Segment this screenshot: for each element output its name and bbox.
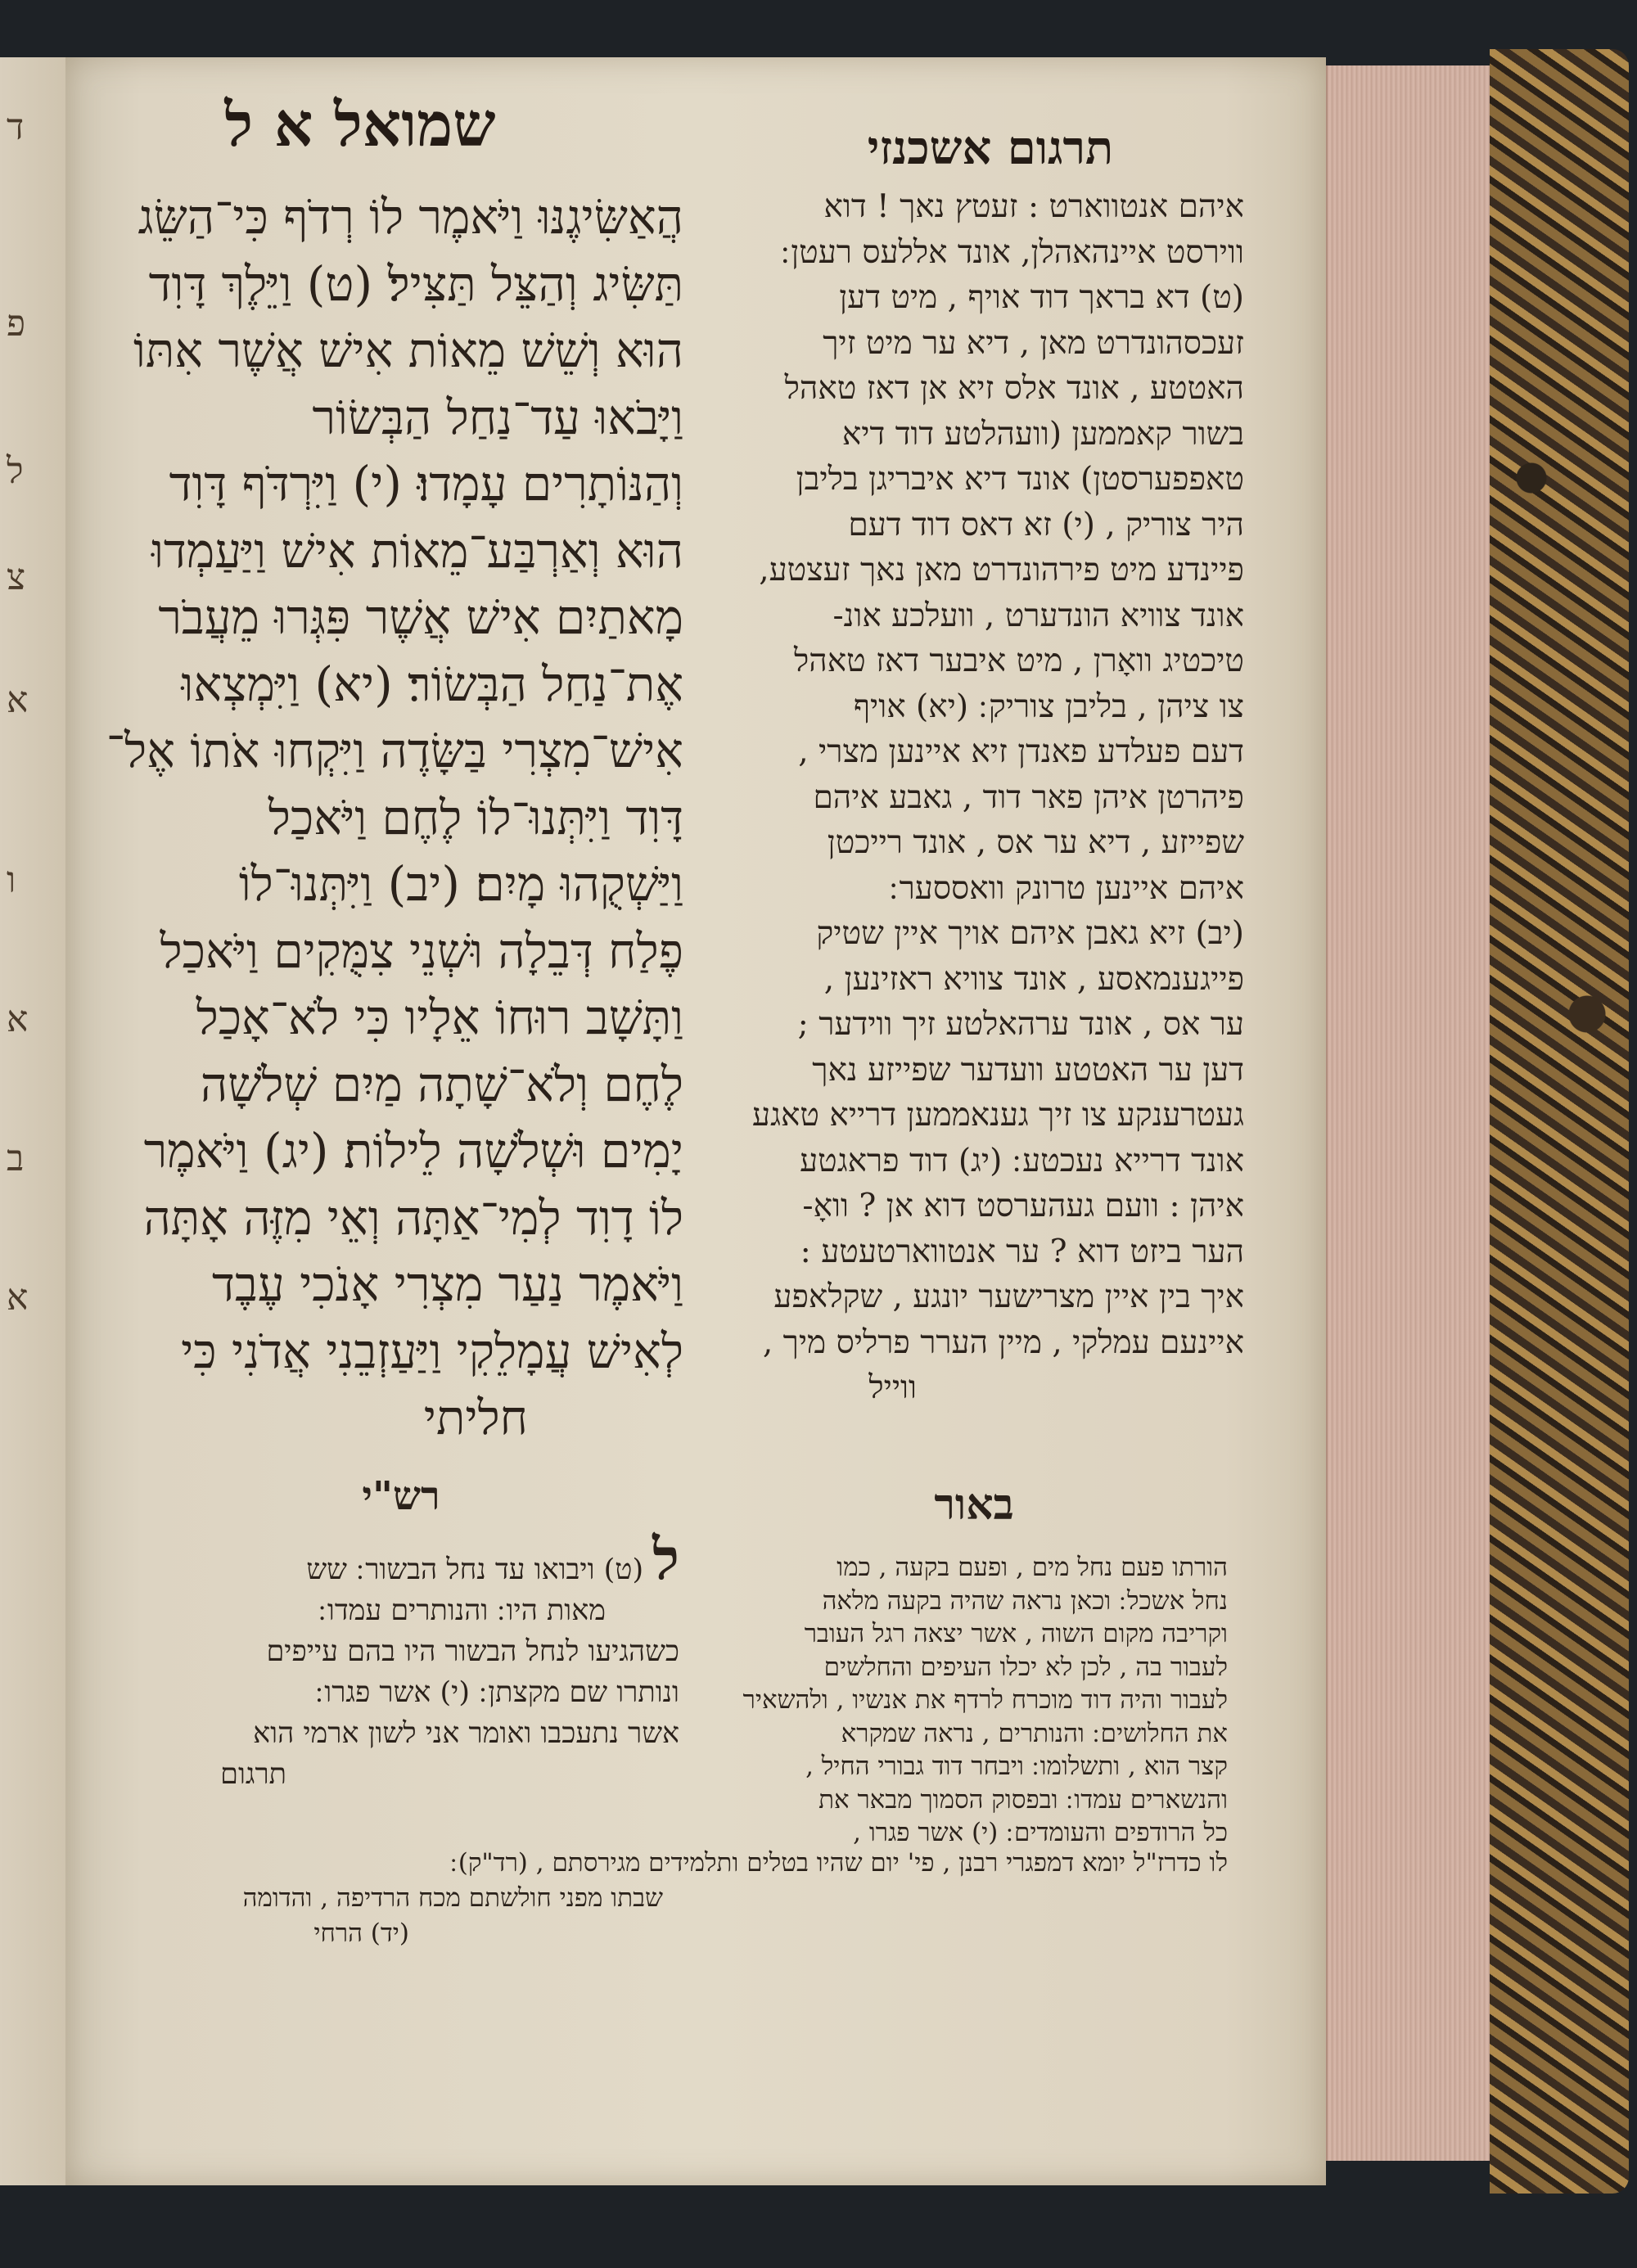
page-edges [1326, 65, 1491, 2161]
hebrew-line: וַתָּשָׁב רוּחוֹ אֵלָיו כִּי לֹא־אָכַל [196, 990, 683, 1045]
yiddish-line: איך בין איין מצרישער יונגע , שקלאפע [773, 1278, 1244, 1315]
hebrew-line: לוֹ דָוִד לְמִי־אַתָּה וְאֵי מִזֶּה אָתָּה [143, 1189, 683, 1246]
rashi-line: כשהגיעו לנחל הבשור היו בהם עייפים [266, 1635, 679, 1668]
yiddish-translation-column [688, 184, 1244, 1411]
biur-line: וקריבה מקום השוה , אשר יצאה רגל העובר [804, 1619, 1228, 1648]
hebrew-line: מָאתַיִם אִישׁ אֲשֶׁר פִּגְּרוּ מֵעֲבֹר [158, 589, 683, 645]
yiddish-line: איהן : וועם געהערסט דוא אן ? וואָ- [802, 1188, 1244, 1224]
edge-letter: ל [7, 450, 24, 492]
running-title-translation: תרגום אשכנזי [867, 121, 1114, 175]
yiddish-line: איינעם עמלקי , מיין הערר פרליס מיך , [762, 1323, 1244, 1361]
biur-line: והנשארים עמדו ׃ ובפסוק הסמוך מבאר את [818, 1784, 1228, 1815]
biur-line: קצר הוא , ותשלומו ׃ ויבחר דוד גבורי החיל , [805, 1752, 1228, 1781]
rashi-line: אשר נתעכבו ואומר אני לשון ארמי הוא [253, 1717, 679, 1750]
hebrew-line: הוּא וְאַרְבַּע־מֵאוֹת אִישׁ וַיַּעַמְדוּ [151, 522, 683, 579]
hebrew-line: הֲאַשִּׂיגֶנּוּ וַיֹּאמֶר לוֹ רְדֹף כִּי־הַשֵּׂג [138, 189, 683, 245]
biur-line: את החלושים ׃ והנותרים , נראה שמקרא [841, 1718, 1228, 1748]
biur-line: כל הרודפים והעומדים ׃ (י) אשר פגרו , [853, 1818, 1228, 1847]
edge-letter: ו [7, 859, 16, 901]
yiddish-line: ער אס , אונד ערהאלטע זיך ווידער ; [797, 1006, 1244, 1043]
hebrew-line: וַיַּשְׁקֻהוּ מָיִם׃ (יב) וַיִּתְּנוּ־לוֹ [238, 856, 683, 912]
rashi-line: תרגום [220, 1758, 286, 1791]
hebrew-line: לְאִישׁ עֲמָלֵקִי וַיַּעַזְבֵנִי אֲדֹנִי כִּי [181, 1323, 683, 1379]
rashi-drop-cap: ל [652, 1525, 679, 1593]
yiddish-line: פייגענמאסע , אונד צוויא ראזינען , [823, 960, 1244, 998]
yiddish-line: שפייזע , דיא ער אס , אונד רייכטן [827, 824, 1244, 861]
left-page-edge [0, 57, 68, 2185]
yiddish-line: (יב) זיא גאבן איהם אויך איין שטיק [816, 915, 1244, 952]
hebrew-line: לֶחֶם וְלֹא־שָׁתָה מַיִם שְׁלֹשָׁה [200, 1056, 683, 1112]
marbled-cover [1490, 49, 1629, 2194]
hebrew-line: וְהַנּוֹתָרִים עָמָדוּ׃ (י) וַיִּרְדֹּף דָּוִד [169, 456, 683, 512]
biur-line: נחל אשכל ׃ וכאן נראה שהיה בקעה מלאה [822, 1585, 1228, 1616]
footer-line: שבתו מפני חולשתם מכח הרדיפה , והדומה [242, 1883, 663, 1913]
rashi-line: מאות היו ׃ והנותרים עמדו ׃ [318, 1594, 606, 1627]
rashi-line [90, 1525, 679, 1593]
hebrew-line: פֶלַח דְּבֵלָה וּשְׁנֵי צִמֻּקִים וַיֹּאכַל [160, 922, 683, 979]
hebrew-line: וַיָּבֹאוּ עַד־נַחַל הַבְּשׂוֹר [312, 389, 683, 445]
yiddish-line: פיינדע מיט פירהונדרט מאן נאך זעצטע, [759, 552, 1244, 588]
yiddish-line: איהם אנטווארט : זעטץ נאך ! דוא [823, 188, 1244, 225]
hebrew-line: חליתי [423, 1390, 528, 1445]
yiddish-line: איהם איינען טרונק וואססער ׃ [889, 869, 1244, 907]
footer-line: (יד) הרחי [313, 1919, 409, 1948]
biur-line: לעבור והיה דוד מוכרח לרדף את אנשיו , ולהשאיר [742, 1685, 1228, 1715]
edge-letter: א [7, 679, 29, 721]
hebrew-line: דָּוִד וַיִּתְּנוּ־לוֹ לֶחֶם וַיֹּאכַל [268, 789, 683, 845]
yiddish-line: היר צוריק , (י) זא דאס דוד דעם [848, 506, 1244, 543]
yiddish-line: צו ציהן , בליבן צוריק ׃ (יא) אויף [853, 688, 1244, 725]
hebrew-line: אִישׁ־מִצְרִי בַּשָּׂדֶה וַיִּקְחוּ אֹתוֹ אֶל־ [106, 723, 683, 778]
rashi-line: ונותרו שם מקצתן ׃ (י) אשר פגרו ׃ [315, 1676, 679, 1709]
rashi-heading: רש"י [362, 1473, 440, 1519]
yiddish-line: דעם פעלדע פאנדן זיא איינען מצרי , [798, 733, 1244, 770]
yiddish-line: ווייל [868, 1369, 917, 1406]
biur-commentary [671, 1551, 1228, 1850]
edge-letter: פ [7, 303, 26, 345]
yiddish-line: טאפפערסטן) אונד דיא איבריגן בליבן [796, 461, 1244, 498]
hebrew-line: יָמִים וּשְׁלֹשָׁה לֵילוֹת׃ (יג) וַיֹּאמֶר [143, 1123, 683, 1179]
biur-line: לעבור בה , לכן לא יכלו העיפים והחלשים [823, 1652, 1228, 1682]
hebrew-line: אֶת־נַחַל הַבְּשׂוֹר׃ (יא) וַיִּמְצְאוּ [181, 656, 683, 712]
yiddish-line: זעכסהונדרט מאן , דיא ער מיט זיך [823, 324, 1244, 362]
edge-letter: א [7, 999, 29, 1040]
edge-letter: ד [7, 106, 25, 148]
yiddish-line: אונד דרייא נעכטע ׃ (יג) דוד פראגטע [800, 1142, 1244, 1179]
hebrew-line: וַיֹּאמֶר נַעַר מִצְרִי אָנֹכִי עֶבֶד [211, 1256, 683, 1312]
rashi-commentary [90, 1525, 679, 1795]
edge-letter: צ [7, 557, 26, 598]
running-title-book: שמואל א ל [224, 90, 496, 160]
biur-heading: באור [934, 1480, 1014, 1530]
hebrew-line: תַּשִּׂיג וְהַצֵּל תַּצִּיל׃ (ט) וַיֵּלֶךְ דָּוִד [148, 255, 683, 312]
footer-line: לו כדרז"ל יומא דמפגרי רבנן , פי' יום שהיו בטלים ותלמידים מגירסתם , (רד"ק) ׃ [449, 1848, 1228, 1878]
yiddish-line: דען ער האטטע וועדער שפייזע נאך [812, 1051, 1244, 1089]
yiddish-line: בשור קאממען (וועהלטע דוד דיא [841, 415, 1244, 453]
yiddish-line: טיכטיג וואָרן , מיט איבער דאז טאהל [794, 643, 1244, 679]
biur-line: הורתו פעם נחל מים , ופעם בקעה , כמו [837, 1553, 1228, 1582]
yiddish-line: פיהרטן איהן פאר דוד , גאבע איהם [813, 778, 1244, 816]
yiddish-line: געטרענקע צו זיך גענאממען דרייא טאגע [752, 1097, 1244, 1134]
yiddish-line: הער ביזט דוא ? ער אנטווארטעטע : [800, 1233, 1244, 1270]
yiddish-line: אונד צוויא הונדערט , וועלכע אונ- [832, 597, 1244, 634]
biur-continuation [90, 1846, 1228, 1951]
hebrew-text-column [94, 184, 683, 1452]
hebrew-line: הוּא וְשֵׁשׁ מֵאוֹת אִישׁ אֲשֶׁר אִתּוֹ [133, 322, 683, 378]
yiddish-line: (ט) דא בראך דוד אויף , מיט דען [839, 279, 1244, 316]
rashi-line-text: (ט) ויבואו עד נחל הבשור ׃ שש [306, 1553, 644, 1586]
yiddish-line: האטטע , אונד אלס זיא אן דאז טאהל [784, 370, 1244, 407]
edge-letter: ב [7, 1138, 25, 1179]
yiddish-line: ווירסט איינהאהלן, אונד אללעס רעטן ׃ [780, 233, 1244, 271]
edge-letter: א [7, 1277, 29, 1319]
